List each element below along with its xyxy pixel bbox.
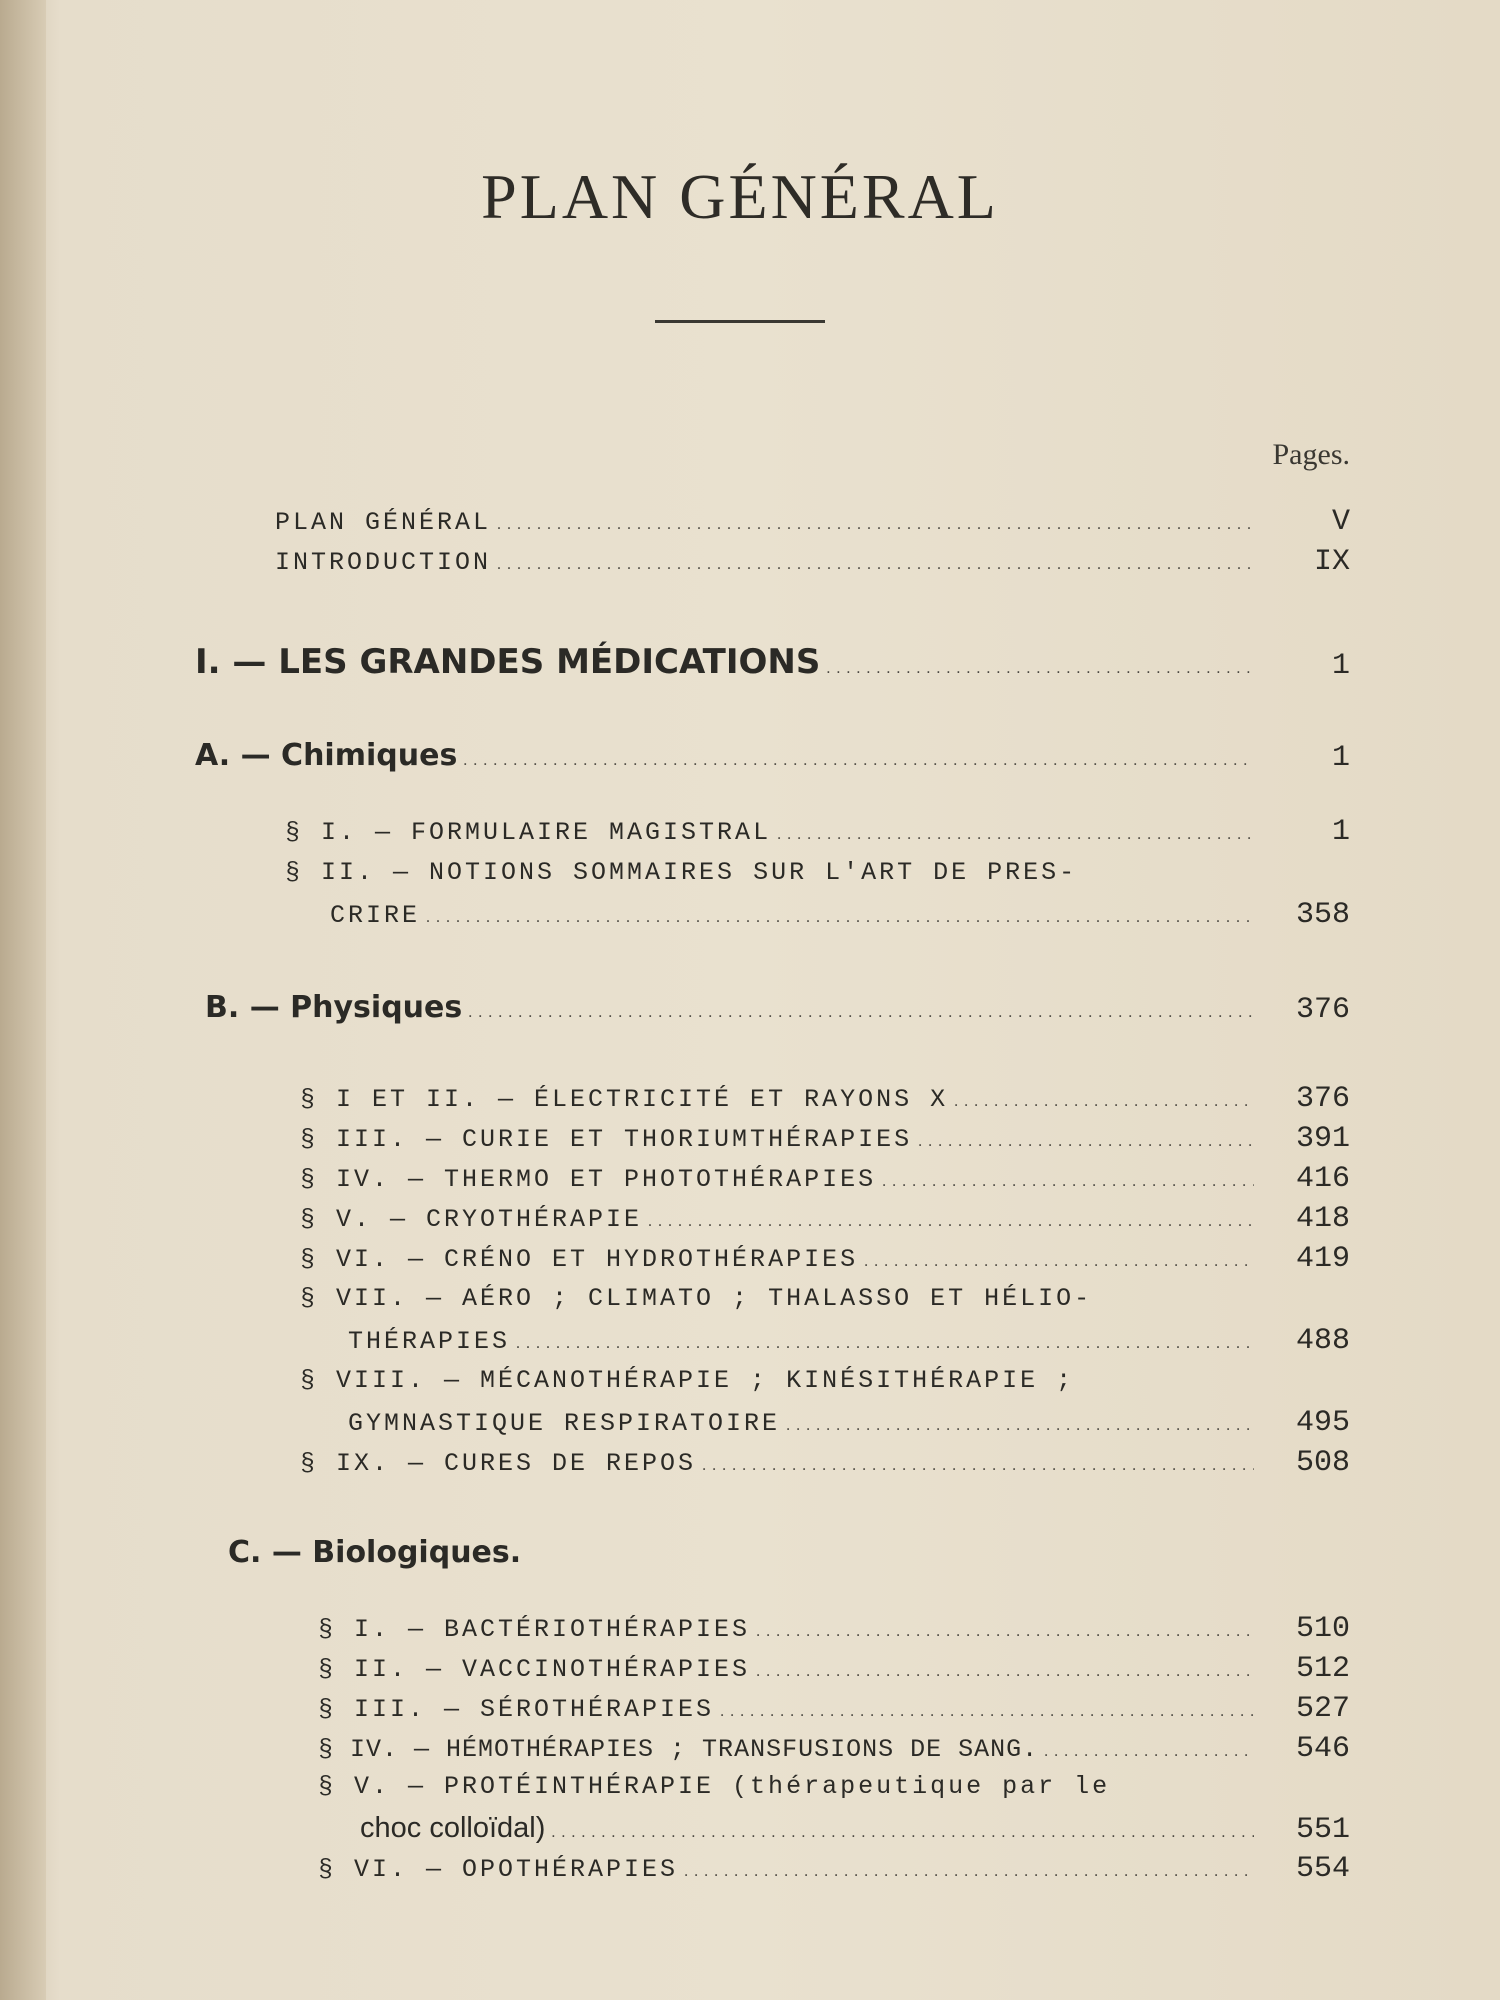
section-label: A. — Chimiques — [195, 738, 458, 773]
leader-dots — [684, 1863, 1254, 1881]
toc-entry-page: 527 — [1295, 1692, 1350, 1726]
leader-dots — [786, 1417, 1254, 1435]
toc-entry-label-continued: CRIRE — [330, 901, 421, 930]
leader-dots — [720, 1703, 1254, 1721]
leader-dots — [497, 556, 1254, 574]
toc-entry-page: 512 — [1295, 1652, 1350, 1686]
toc-entry-label-continued: GYMNASTIQUE RESPIRATOIRE — [348, 1409, 781, 1438]
toc-entry-page: 495 — [1295, 1406, 1350, 1440]
part-page: 1 — [1331, 649, 1350, 683]
toc-entry[interactable] — [318, 1692, 1350, 1726]
toc-entry[interactable] — [318, 1612, 1350, 1646]
leader-dots — [864, 1253, 1254, 1271]
leader-dots — [954, 1093, 1254, 1111]
leader-dots — [777, 826, 1254, 844]
toc-entry-label: § VI. — OPOTHÉRAPIES — [318, 1855, 679, 1884]
toc-entry-page: V — [1331, 505, 1350, 539]
toc-entry-page: 510 — [1295, 1612, 1350, 1646]
toc-entry[interactable] — [300, 1446, 1350, 1480]
toc-part-heading[interactable] — [195, 642, 1350, 683]
toc-entry-label: § VI. — CRÉNO ET HYDROTHÉRAPIES — [300, 1245, 859, 1274]
toc-entry-label-continued: choc colloïdal) — [360, 1812, 546, 1844]
toc-entry[interactable] — [300, 1082, 1350, 1116]
pages-column-header: Pages. — [1272, 438, 1350, 471]
toc-entry-page: 546 — [1295, 1732, 1350, 1766]
toc-entry-label: § V. — CRYOTHÉRAPIE — [300, 1205, 643, 1234]
toc-entry[interactable] — [300, 1122, 1350, 1156]
part-label: I. — LES GRANDES MÉDICATIONS — [195, 642, 821, 682]
toc-entry[interactable] — [318, 1652, 1350, 1686]
section-page: 1 — [1331, 741, 1350, 775]
toc-entry-label[interactable]: § II. — NOTIONS SOMMAIRES SUR L'ART DE PRES- — [285, 858, 1078, 887]
toc-entry-label: § III. — SÉROTHÉRAPIES — [318, 1695, 715, 1724]
toc-entry[interactable] — [300, 1202, 1350, 1236]
section-page: 376 — [1295, 993, 1350, 1027]
toc-entry[interactable] — [348, 1406, 1350, 1440]
leader-dots — [882, 1173, 1254, 1191]
leader-dots — [1044, 1743, 1254, 1761]
toc-entry-label[interactable]: § VII. — AÉRO ; CLIMATO ; THALASSO ET HÉLIO- — [300, 1284, 1093, 1313]
leader-dots — [497, 516, 1254, 534]
toc-entry-page: 419 — [1295, 1242, 1350, 1276]
toc-entry-label: § III. — CURIE ET THORIUMTHÉRAPIES — [300, 1125, 913, 1154]
leader-dots — [468, 1004, 1254, 1022]
toc-entry-label: § I. — BACTÉRIOTHÉRAPIES — [318, 1615, 751, 1644]
toc-entry[interactable] — [285, 815, 1350, 849]
leader-dots — [702, 1457, 1254, 1475]
leader-dots — [756, 1663, 1254, 1681]
toc-entry-label[interactable]: § VIII. — MÉCANOTHÉRAPIE ; KINÉSITHÉRAPIE ; — [300, 1366, 1075, 1395]
toc-entry-label: INTRODUCTION — [275, 548, 492, 577]
toc-entry[interactable] — [318, 1732, 1350, 1766]
leader-dots — [756, 1623, 1254, 1641]
toc-entry-label[interactable]: § V. — PROTÉINTHÉRAPIE (thérapeutique par le — [318, 1772, 1111, 1801]
page-title: PLAN GÉNÉRAL — [481, 161, 999, 232]
toc-entry[interactable] — [348, 1324, 1350, 1358]
leader-dots — [426, 909, 1254, 927]
section-label: B. — Physiques — [205, 990, 463, 1025]
toc-entry-page: 358 — [1295, 898, 1350, 932]
leader-dots — [463, 752, 1254, 770]
toc-entry-page: 488 — [1295, 1324, 1350, 1358]
toc-entry-page: 416 — [1295, 1162, 1350, 1196]
toc-entry[interactable] — [300, 1242, 1350, 1276]
toc-entry-label: § I. — FORMULAIRE MAGISTRAL — [285, 818, 772, 847]
toc-entry-page: 554 — [1295, 1852, 1350, 1886]
toc-section-biologiques[interactable] — [228, 1535, 1350, 1570]
toc-entry[interactable] — [360, 1812, 1350, 1847]
leader-dots — [918, 1133, 1254, 1151]
toc-entry-plan-general[interactable] — [275, 505, 1350, 539]
leader-dots — [826, 660, 1254, 678]
toc-entry-page: 418 — [1295, 1202, 1350, 1236]
toc-entry-page: 376 — [1295, 1082, 1350, 1116]
leader-dots — [551, 1824, 1254, 1842]
toc-entry[interactable] — [330, 898, 1350, 932]
toc-entry-label: § II. — VACCINOTHÉRAPIES — [318, 1655, 751, 1684]
toc-entry-label: § IV. — HÉMOTHÉRAPIES ; TRANSFUSIONS DE SANG. — [318, 1735, 1039, 1764]
toc-section-chimiques[interactable] — [195, 738, 1350, 775]
page-gutter-shadow — [0, 0, 46, 2000]
toc-section-physiques[interactable] — [205, 990, 1350, 1027]
leader-dots — [648, 1213, 1254, 1231]
toc-entry[interactable] — [300, 1162, 1350, 1196]
toc-entry-page: 1 — [1331, 815, 1350, 849]
leader-dots — [516, 1335, 1254, 1353]
toc-entry-label: § I ET II. — ÉLECTRICITÉ ET RAYONS X — [300, 1085, 949, 1114]
toc-entry-label-continued: THÉRAPIES — [348, 1327, 511, 1356]
toc-entry-label: § IV. — THERMO ET PHOTOTHÉRAPIES — [300, 1165, 877, 1194]
toc-entry-page: IX — [1313, 545, 1350, 579]
toc-entry-page: 391 — [1295, 1122, 1350, 1156]
title-rule — [655, 320, 825, 323]
toc-entry-label: § IX. — CURES DE REPOS — [300, 1449, 697, 1478]
toc-entry-label: PLAN GÉNÉRAL — [275, 508, 492, 537]
toc-entry-introduction[interactable] — [275, 545, 1350, 579]
toc-entry-page: 551 — [1295, 1813, 1350, 1847]
toc-entry[interactable] — [318, 1852, 1350, 1886]
toc-entry-page: 508 — [1295, 1446, 1350, 1480]
section-label: C. — Biologiques. — [228, 1535, 522, 1570]
